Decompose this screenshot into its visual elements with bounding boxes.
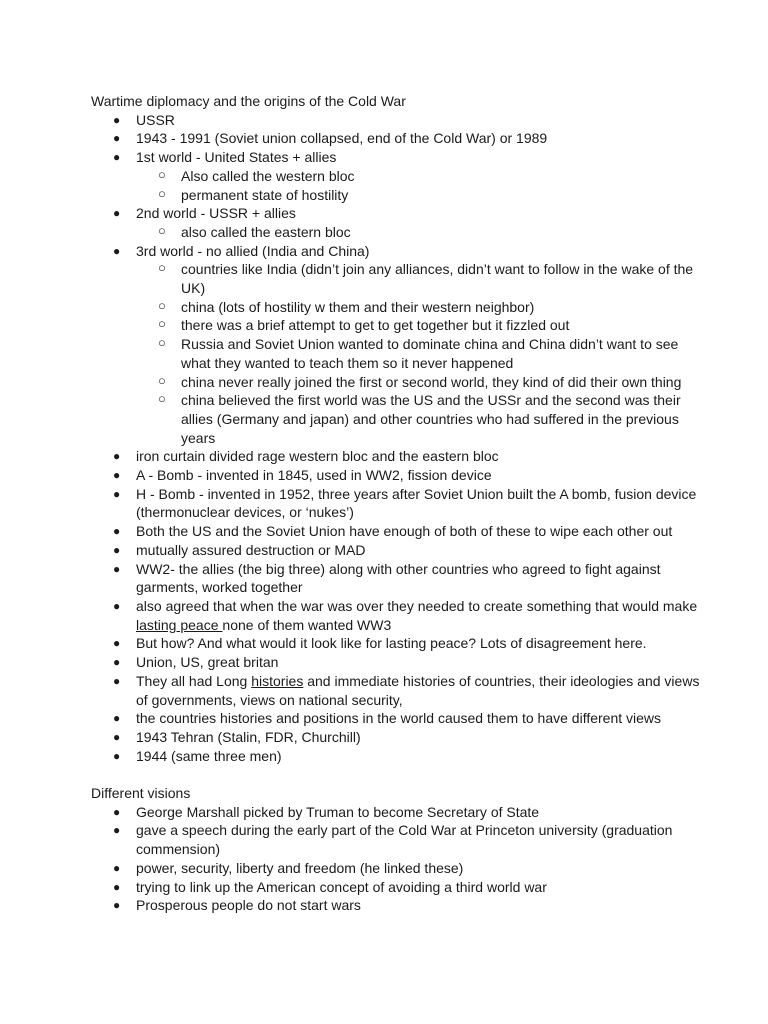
- item-text: countries like India (didn’t join any alliances, didn’t want to follow in the wake of the UK): [181, 261, 694, 297]
- sub-list-item: [91, 186, 711, 205]
- section-heading: Different visions: [91, 785, 191, 801]
- item-text: iron curtain divided rage western bloc and the eastern bloc: [136, 448, 499, 465]
- item-text: George Marshall picked by Truman to become Secretary of State: [136, 803, 540, 820]
- hollow-bullet-icon: ○: [158, 335, 166, 351]
- filled-bullet-icon: ●: [113, 206, 121, 221]
- item-text: there was a brief attempt to get to get together but it fizzled out: [181, 317, 570, 334]
- hollow-bullet-icon: ○: [158, 260, 166, 276]
- item-text: none of them wanted WW3: [222, 616, 392, 633]
- item-text: china believed the first world was the US and the USSr and the second was their allies (Germany and japan) and other countries who had suffered in the previous years: [181, 392, 681, 446]
- item-text: 3rd world - no allied (India and China): [136, 242, 370, 259]
- list-item: [91, 672, 711, 709]
- item-text: But how? And what would it look like for lasting peace? Lots of disagreement here.: [136, 635, 647, 652]
- filled-bullet-icon: ●: [113, 598, 121, 613]
- bullet-list: [91, 803, 711, 915]
- filled-bullet-icon: ●: [113, 468, 121, 483]
- item-text: also called the eastern bloc: [181, 223, 351, 240]
- item-text: WW2- the allies (the big three) along with other countries who agreed to fight against garments, worked together: [136, 560, 661, 596]
- hollow-bullet-icon: ○: [158, 316, 166, 332]
- item-text: gave a speech during the early part of the Cold War at Princeton university (graduation commension): [136, 822, 673, 858]
- item-text: 1943 - 1991 (Soviet union collapsed, end of the Cold War) or 1989: [136, 130, 548, 147]
- sub-list-item: [91, 391, 711, 447]
- list-item: [91, 111, 711, 130]
- list-item: [91, 896, 711, 915]
- item-text: Union, US, great britan: [136, 654, 279, 671]
- underlined-text: histories: [251, 672, 304, 689]
- item-text: A - Bomb - invented in 1845, used in WW2, fission device: [136, 467, 492, 484]
- sub-list-item: [91, 260, 711, 297]
- list-item: [91, 204, 711, 223]
- filled-bullet-icon: ●: [113, 823, 121, 838]
- section-spacer: [91, 765, 711, 784]
- filled-bullet-icon: ●: [113, 524, 121, 539]
- hollow-bullet-icon: ○: [158, 185, 166, 201]
- list-item: [91, 653, 711, 672]
- list-item: [91, 560, 711, 597]
- sub-list-item: [91, 316, 711, 335]
- filled-bullet-icon: ●: [113, 112, 121, 127]
- hollow-bullet-icon: ○: [158, 391, 166, 407]
- hollow-bullet-icon: ○: [158, 372, 166, 388]
- item-text: mutually assured destruction or MAD: [136, 541, 366, 558]
- item-text: 1st world - United States + allies: [136, 149, 337, 166]
- filled-bullet-icon: ●: [113, 636, 121, 651]
- list-item: [91, 859, 711, 878]
- sub-list-item: [91, 223, 711, 242]
- list-item: [91, 447, 711, 466]
- filled-bullet-icon: ●: [113, 449, 121, 464]
- item-text: also agreed that when the war was over they needed to create something that would make: [136, 597, 698, 614]
- filled-bullet-icon: ●: [113, 673, 121, 688]
- list-item: [91, 878, 711, 897]
- list-item: [91, 522, 711, 541]
- item-text: 2nd world - USSR + allies: [136, 205, 296, 222]
- filled-bullet-icon: ●: [113, 243, 121, 258]
- item-text: permanent state of hostility: [181, 186, 349, 203]
- sub-list-item: [91, 335, 711, 372]
- list-item: [91, 129, 711, 148]
- item-text: china (lots of hostility w them and their western neighbor): [181, 298, 535, 315]
- item-text: Both the US and the Soviet Union have enough of both of these to wipe each other out: [136, 523, 673, 540]
- hollow-bullet-icon: ○: [158, 166, 166, 182]
- item-text: the countries histories and positions in the world caused them to have different views: [136, 710, 662, 727]
- item-text: H - Bomb - invented in 1952, three years after Soviet Union built the A bomb, fusion device (thermonuclear devices, or ‘nukes’): [136, 485, 697, 521]
- filled-bullet-icon: ●: [113, 150, 121, 165]
- item-text: china never really joined the first or second world, they kind of did their own thing: [181, 373, 682, 390]
- bullet-list: [91, 111, 711, 766]
- sub-list-item: [91, 298, 711, 317]
- item-text: USSR: [136, 111, 175, 128]
- filled-bullet-icon: ●: [113, 542, 121, 557]
- list-item: [91, 485, 711, 522]
- list-item: [91, 242, 711, 261]
- underlined-text: lasting peace: [136, 616, 223, 633]
- list-item: [91, 821, 711, 858]
- list-item: [91, 634, 711, 653]
- item-text: and immediate histories of countries, their ideologies and views of governments, views on national security,: [136, 672, 700, 708]
- filled-bullet-icon: ●: [113, 748, 121, 763]
- sub-list-item: [91, 373, 711, 392]
- hollow-bullet-icon: ○: [158, 297, 166, 313]
- item-text: Also called the western bloc: [181, 167, 355, 184]
- item-text: trying to link up the American concept of avoiding a third world war: [136, 878, 547, 895]
- item-text: 1943 Tehran (Stalin, FDR, Churchill): [136, 728, 361, 745]
- list-item: [91, 466, 711, 485]
- filled-bullet-icon: ●: [113, 561, 121, 576]
- item-text: Russia and Soviet Union wanted to dominate china and China didn’t want to see what they wanted to teach them so it never happened: [181, 336, 679, 371]
- filled-bullet-icon: ●: [113, 655, 121, 670]
- list-item: [91, 803, 711, 822]
- item-text: 1944 (same three men): [136, 747, 282, 764]
- list-item: [91, 709, 711, 728]
- filled-bullet-icon: ●: [113, 486, 121, 501]
- filled-bullet-icon: ●: [113, 879, 121, 894]
- filled-bullet-icon: ●: [113, 860, 121, 875]
- list-item: [91, 728, 711, 747]
- list-item: [91, 541, 711, 560]
- item-text: power, security, liberty and freedom (he linked these): [136, 859, 464, 876]
- section-heading: Wartime diplomacy and the origins of the Cold War: [91, 93, 406, 109]
- hollow-bullet-icon: ○: [158, 222, 166, 238]
- item-text: They all had Long: [136, 672, 252, 689]
- list-item: [91, 148, 711, 167]
- list-item: [91, 597, 711, 634]
- item-text: Prosperous people do not start wars: [136, 897, 361, 914]
- filled-bullet-icon: ●: [113, 711, 121, 726]
- filled-bullet-icon: ●: [113, 729, 121, 744]
- filled-bullet-icon: ●: [113, 898, 121, 913]
- filled-bullet-icon: ●: [113, 131, 121, 146]
- sub-list-item: [91, 167, 711, 186]
- filled-bullet-icon: ●: [113, 804, 121, 819]
- list-item: [91, 747, 711, 766]
